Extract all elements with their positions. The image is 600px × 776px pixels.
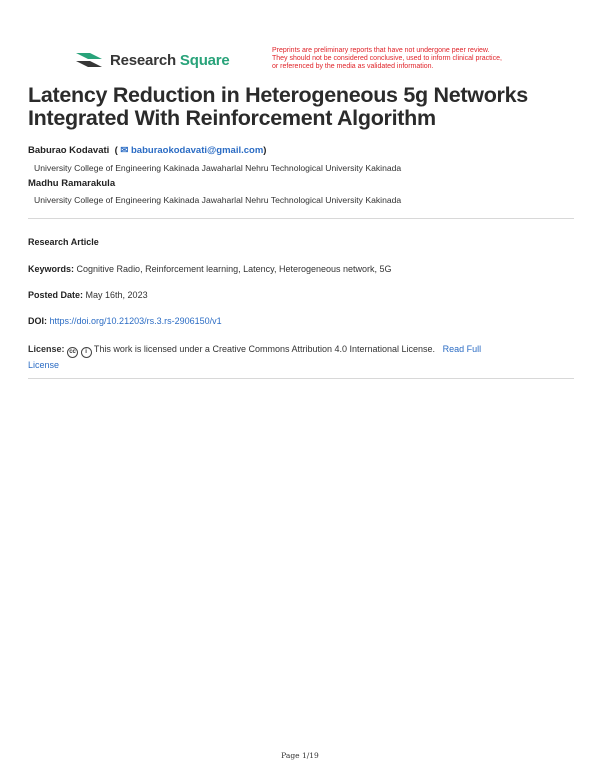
disclaimer-line: They should not be considered conclusive, used to inform clinical practice, xyxy=(272,55,502,63)
research-square-logo-icon xyxy=(74,49,104,71)
article-type: Research Article xyxy=(28,237,99,247)
doi-link[interactable]: https://doi.org/10.21203/rs.3.rs-2906150/v1 xyxy=(49,316,222,326)
research-square-logo[interactable] xyxy=(74,48,230,72)
page-number: Page 1/19 xyxy=(281,751,319,760)
title-line: Integrated With Reinforcement Algorithm xyxy=(28,106,436,130)
posted-date-label: Posted Date: xyxy=(28,290,84,300)
keywords xyxy=(28,264,392,274)
disclaimer-line: or referenced by the media as validated information. xyxy=(272,63,434,71)
license xyxy=(28,342,568,372)
posted-date xyxy=(28,290,148,300)
title-line: Latency Reduction in Heterogeneous 5g Networks xyxy=(28,83,528,107)
author-name: Baburao Kodavati xyxy=(28,145,110,156)
read-full-license-link[interactable]: Read Full License xyxy=(28,344,482,370)
posted-date-value: May 16th, 2023 xyxy=(85,290,148,300)
doi-label: DOI: xyxy=(28,316,47,326)
author-email-link[interactable]: ✉ baburaokodavati@gmail.com xyxy=(120,145,264,156)
logo-wordmark: Research Square xyxy=(110,51,230,69)
keywords-value: Cognitive Radio, Reinforcement learning, Latency, Heterogeneous network, 5G xyxy=(76,264,392,274)
creative-commons-icon: cc xyxy=(67,347,78,358)
doi xyxy=(28,316,222,326)
author-2: Madhu Ramarakula xyxy=(28,178,116,189)
license-text: This work is licensed under a Creative Commons Attribution 4.0 International License. xyxy=(93,344,436,354)
attribution-icon: i xyxy=(81,347,92,358)
divider xyxy=(28,218,574,219)
author-1-affiliation: University College of Engineering Kakinada Jawaharlal Nehru Technological University Kakinada xyxy=(34,163,402,173)
keywords-label: Keywords: xyxy=(28,264,75,274)
author-2-affiliation: University College of Engineering Kakinada Jawaharlal Nehru Technological University Kakinada xyxy=(34,195,402,205)
license-label: License: xyxy=(28,344,65,354)
divider xyxy=(28,378,574,379)
author-1: Baburao Kodavati ( ✉ baburaokodavati@gmail.com) xyxy=(28,145,267,156)
paper-title xyxy=(28,84,548,130)
disclaimer-line: Preprints are preliminary reports that have not undergone peer review. xyxy=(272,47,490,54)
preprint-disclaimer xyxy=(272,47,542,72)
envelope-icon: ✉ xyxy=(120,145,129,156)
